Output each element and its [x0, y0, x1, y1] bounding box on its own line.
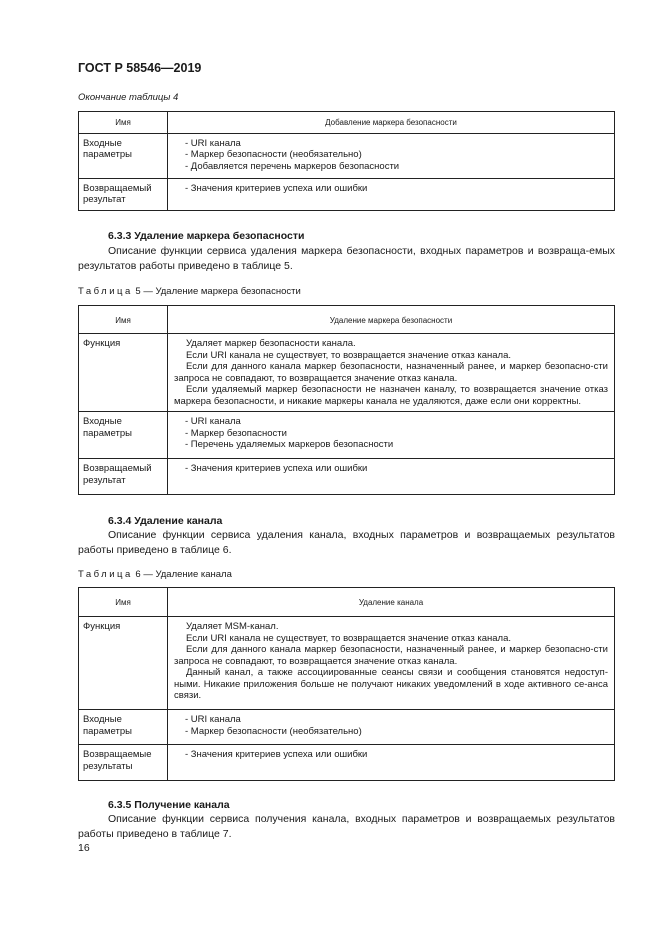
row-name: Возвращаемый результат [79, 178, 168, 210]
list-item: - Перечень удаляемых маркеров безопасности [185, 439, 394, 450]
row-name: Входные параметры [79, 710, 168, 745]
section-paragraph-6-3-4: Описание функции сервиса удаления канала, входных параметров и возвращаемых результатов работы приведено в таблице 6. [78, 529, 615, 556]
row-value [168, 178, 615, 210]
table-row [79, 459, 615, 495]
function-paragraph: Если удаляемый маркер безопасности не назначен каналу, то возвращается значение отказ маркера безопасности, и никакие маркеры канала не удаляются, даже если они корректны. [174, 384, 608, 407]
list-item: - Значения критериев успеха или ошибки [185, 749, 368, 760]
table6 [78, 587, 615, 781]
table5 [78, 305, 615, 495]
table-row [79, 178, 615, 210]
table6-caption-text: 6 — Удаление канала [135, 569, 232, 580]
row-name: Возвращаемые результаты [79, 745, 168, 781]
table6-col-desc: Удаление канала [168, 588, 615, 617]
row-name: Функция [79, 617, 168, 710]
function-paragraph: Удаляет MSM-канал. [186, 621, 279, 632]
list-item: - URI канала [185, 714, 241, 725]
list-item: - URI канала [185, 416, 241, 427]
row-value [168, 710, 615, 745]
list-item: - Значения критериев успеха или ошибки [185, 182, 368, 194]
table6-caption [78, 569, 232, 580]
table5-col-desc: Удаление маркера безопасности [168, 306, 615, 334]
row-name: Входные параметры [79, 412, 168, 459]
list-item: - URI канала [185, 137, 241, 149]
function-paragraph: Если URI канала не существует, то возвращается значение отказ канала. [186, 349, 511, 361]
table4-col-desc: Добавление маркера безопасности [168, 112, 615, 134]
row-value [168, 412, 615, 459]
table-row [79, 412, 615, 459]
table-row [79, 710, 615, 745]
row-value [168, 617, 615, 710]
table4-caption: Окончание таблицы 4 [78, 92, 179, 103]
list-item: - Маркер безопасности (необязательно) [185, 725, 362, 737]
table5-caption-text: 5 — Удаление маркера безопасности [135, 286, 301, 297]
table-row [79, 334, 615, 412]
table5-col-name: Имя [79, 306, 168, 334]
row-name: Входные параметры [79, 133, 168, 178]
function-paragraph: Если URI канала не существует, то возвращается значение отказ канала. [186, 632, 511, 644]
list-item: - Маркер безопасности (необязательно) [185, 149, 362, 160]
section-heading-6-3-3: 6.3.3 Удаление маркера безопасности [108, 230, 305, 242]
function-paragraph: Удаляет маркер безопасности канала. [186, 338, 356, 349]
page-number: 16 [78, 842, 90, 854]
section-heading-6-3-4: 6.3.4 Удаление канала [108, 515, 223, 527]
row-value [168, 133, 615, 178]
row-value [168, 745, 615, 781]
table5-caption [78, 286, 301, 297]
section-paragraph-6-3-3: Описание функции сервиса удаления маркера безопасности, входных параметров и возвраща-емых результатов работы приведено в таблице 5. [78, 245, 615, 272]
table6-col-name: Имя [79, 588, 168, 617]
table4-col-name: Имя [79, 112, 168, 134]
table-row [79, 617, 615, 710]
table4 [78, 111, 615, 211]
function-paragraph: Если для данного канала маркер безопасности, назначенный ранее, и маркер безопасно-сти запроса не совпадают, то возвращается значение отказ канала. [174, 644, 608, 667]
table-row [79, 745, 615, 781]
table-row [79, 133, 615, 178]
document-header: ГОСТ Р 58546—2019 [78, 61, 202, 75]
list-item: - Значения критериев успеха или ошибки [185, 463, 368, 474]
row-value [168, 334, 615, 412]
list-item: - Маркер безопасности [185, 427, 287, 439]
row-name: Функция [79, 334, 168, 412]
table5-caption-prefix: Таблица [78, 286, 133, 297]
function-paragraph: Данный канал, а также ассоциированные сеансы связи и сообщения становятся недоступ-ными. Никакие приложения больше не получают никаких уведомлений в ходе активного се-анса связи. [174, 667, 608, 701]
section-heading-6-3-5: 6.3.5 Получение канала [108, 799, 230, 811]
section-paragraph-6-3-5: Описание функции сервиса получения канала, входных параметров и возвращаемых результатов работы приведено в таблице 7. [78, 813, 615, 840]
function-paragraph: Если для данного канала маркер безопасности, назначенный ранее, и маркер безопасно-сти запроса не совпадают, то возвращается значение отказ канала. [174, 361, 608, 384]
table6-caption-prefix: Таблица [78, 569, 133, 580]
row-name: Возвращаемый результат [79, 459, 168, 495]
list-item: - Добавляется перечень маркеров безопасности [185, 160, 400, 172]
row-value [168, 459, 615, 495]
